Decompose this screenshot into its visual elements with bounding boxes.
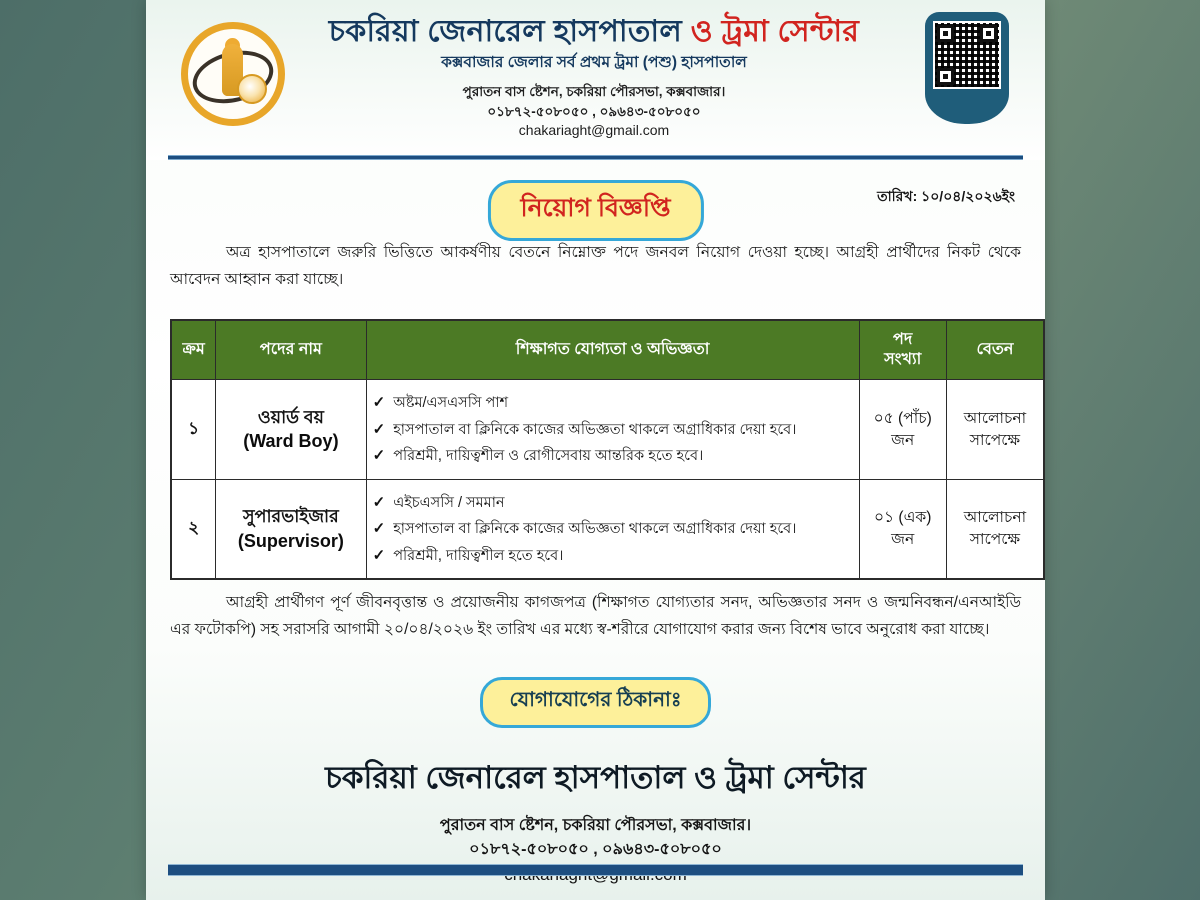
job-positions-table: [170, 319, 1045, 580]
header-email[interactable]: chakariaght@gmail.com: [518, 121, 670, 138]
row-post-name: [216, 479, 366, 579]
qr-finder-top-left: [937, 25, 954, 42]
organization-title-main: চকরিয়া জেনারেল হাসপাতাল: [328, 15, 682, 48]
qr-finder-bottom-left: [937, 68, 954, 85]
header-post-count-line1: পদ: [893, 331, 913, 349]
row-qualifications: [366, 380, 859, 479]
row-post-name-bn: ওয়ার্ড বয়: [257, 406, 324, 427]
organization-tagline: কক্সবাজার জেলার সর্ব প্রথম ট্রমা (পশু) হাসপাতাল: [441, 54, 747, 72]
organization-title: [274, 14, 914, 49]
header-title-block: [274, 14, 914, 141]
row-salary-line2: সাপেক্ষে: [969, 530, 1021, 548]
row-serial: ১: [171, 380, 216, 479]
row-post-count: [859, 479, 946, 579]
qr-finder-top-right: [980, 25, 997, 42]
organization-title-accent: ও ট্রমা সেন্টার: [682, 15, 860, 48]
notice-date: তারিখ: ১০/০৪/২০২৬ইং: [877, 188, 1015, 204]
row-post-name: [216, 380, 366, 479]
check-icon: ✓: [372, 546, 386, 564]
table-row: [171, 479, 1044, 579]
table-header-row: [171, 320, 1044, 380]
row-salary-line1: আলোচনা: [963, 509, 1027, 527]
row-post-count-line1: ০১ (এক): [873, 509, 932, 527]
qualification-text: পরিশ্রমী, দায়িত্বশীল ও রোগীসেবায় আন্তরিক হতে হবে।: [393, 448, 704, 465]
footer-divider: [168, 864, 1023, 876]
intro-paragraph: অত্র হাসপাতালে জরুরি ভিত্তিতে আকর্ষণীয় বেতনে নিম্নোক্ত পদে জনবল নিয়োগ দেওয়া হচ্ছে। আগ্রহী প্রার্থীদের নিকট থেকে আবেদন আহ্বান করা যাচ্ছে।: [170, 244, 1021, 288]
footer-address: পুরাতন বাস ষ্টেশন, চকরিয়া পৌরসভা, কক্সবাজার।: [439, 817, 752, 835]
qualification-item: [373, 444, 853, 467]
closing-paragraph: আগ্রহী প্রার্থীগণ পূর্ণ জীবনবৃত্তান্ত ও প্রয়োজনীয় কাগজপত্র (শিক্ষাগত যোগ্যতার সনদ, অভিজ্ঞতার সনদ ও জন্মনিবন্ধন/এনআইডি এর ফটোকপি) সহ সরাসরি আগামী ২০/০৪/২০২৬ ইং তারিখ এর মধ্যে স্ব-শরীরে যোগাযোগ করার জন্য বিশেষ ভাবে অনুরোধ করা যাচ্ছে।: [170, 594, 1021, 638]
qualification-item: [373, 391, 853, 414]
notice-title-row: [170, 174, 1021, 230]
table-body: [171, 380, 1044, 579]
row-post-name-bn: সুপারভাইজার: [243, 505, 339, 526]
qualification-text: হাসপাতাল বা ক্লিনিকে কাজের অভিজ্ঞতা থাকলে অগ্রাধিকার দেয়া হবে।: [393, 421, 797, 438]
header-post-count-line2: সংখ্যা: [884, 351, 922, 369]
hospital-logo: [181, 22, 285, 126]
row-qualifications: [366, 479, 859, 579]
qualification-text: এইচএসসি / সমমান: [393, 494, 505, 511]
qualification-text: হাসপাতাল বা ক্লিনিকে কাজের অভিজ্ঞতা থাকলে অগ্রাধিকার দেয়া হবে।: [393, 521, 797, 538]
header-salary: বেতন: [946, 320, 1044, 380]
qualification-text: অষ্টম/এসএসসি পাশ: [393, 395, 509, 412]
header-post-count: [859, 320, 946, 380]
row-post-count-line2: জন: [891, 530, 915, 548]
notice-title-badge: নিয়োগ বিজ্ঞপ্তি: [487, 180, 703, 241]
row-salary: [946, 479, 1044, 579]
row-post-count-line2: জন: [891, 431, 915, 449]
document-body: [146, 160, 1045, 888]
row-salary-line1: আলোচনা: [963, 409, 1027, 427]
row-salary-line2: সাপেক্ষে: [969, 431, 1021, 449]
document-header: [146, 0, 1045, 160]
qualification-item: [373, 491, 853, 514]
check-icon: ✓: [372, 394, 386, 412]
header-serial: ক্রম: [171, 320, 216, 380]
qualification-item: [373, 418, 853, 441]
row-post-count: [859, 380, 946, 479]
qualification-item: [373, 517, 853, 540]
contact-title-row: [170, 677, 1021, 728]
contact-address-badge: যোগাযোগের ঠিকানাঃ: [480, 677, 710, 728]
check-icon: ✓: [372, 420, 386, 438]
qualification-item: [373, 544, 853, 567]
notice-document: [146, 0, 1045, 900]
row-salary: [946, 380, 1044, 479]
check-icon: ✓: [372, 493, 386, 511]
header-qualification: শিক্ষাগত যোগ্যতা ও অভিজ্ঞতা: [366, 320, 859, 380]
row-post-name-en: (Ward Boy): [243, 431, 339, 452]
row-post-count-line1: ০৫ (পাঁচ): [873, 409, 932, 427]
qr-code-badge[interactable]: [925, 12, 1009, 124]
qr-code-icon[interactable]: [933, 21, 1001, 89]
footer-contact-block: [170, 814, 1021, 888]
qualification-text: পরিশ্রমী, দায়িত্বশীল হতে হবে।: [393, 547, 564, 564]
footer-organization-title: চকরিয়া জেনারেল হাসপাতাল ও ট্রমা সেন্টার: [325, 760, 866, 796]
table-row: [171, 380, 1044, 479]
header-post-name: পদের নাম: [216, 320, 366, 380]
logo-animal-icon: [237, 74, 267, 104]
check-icon: ✓: [372, 520, 386, 538]
row-serial: ২: [171, 479, 216, 579]
row-post-name-en: (Supervisor): [237, 530, 344, 551]
footer-phones: ০১৮৭২-৫০৮০৫০ , ০৯৬৪৩-৫০৮০৫০: [469, 841, 722, 859]
header-phones: ০১৮৭২-৫০৮০৫০ , ০৯৬৪৩-৫০৮০৫০: [487, 103, 701, 119]
check-icon: ✓: [372, 447, 386, 465]
header-address: পুরাতন বাস ষ্টেশন, চকরিয়া পৌরসভা, কক্সবাজার।: [462, 84, 726, 100]
header-contact-block: [274, 82, 914, 140]
